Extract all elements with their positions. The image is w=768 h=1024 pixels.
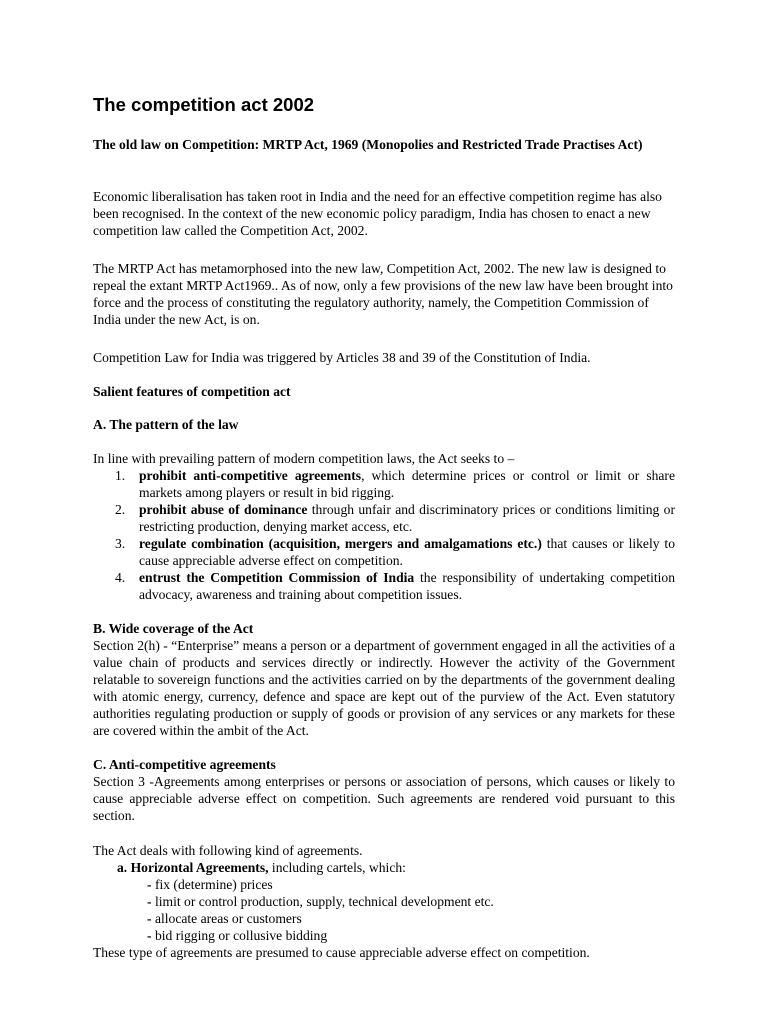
list-number: 3. bbox=[115, 536, 126, 551]
horizontal-text: including cartels, which: bbox=[268, 860, 406, 875]
list-number: 1. bbox=[115, 468, 126, 483]
section-c-heading: C. Anti-competitive agreements bbox=[93, 757, 276, 772]
list-number: 4. bbox=[115, 570, 126, 585]
list-item bbox=[93, 569, 675, 603]
list-item-text: , which determine prices or control or limit or share markets among players or result in bid rigging. bbox=[139, 468, 675, 500]
section-b bbox=[93, 620, 675, 739]
list-item bbox=[93, 535, 675, 569]
list-item-text: that causes or likely to cause appreciable adverse effect on competition. bbox=[139, 536, 675, 568]
bullet-text: bid rigging or collusive bidding bbox=[154, 928, 328, 943]
section-a-heading: A. The pattern of the law bbox=[93, 417, 239, 432]
horizontal-label: a. Horizontal Agreements, bbox=[117, 860, 269, 875]
bullet-text: fix (determine) prices bbox=[154, 877, 273, 892]
list-item-text: the responsibility of undertaking competition advocacy, awareness and training about competition issues. bbox=[139, 570, 675, 602]
dash: - bbox=[147, 928, 155, 943]
list-item bbox=[147, 876, 675, 893]
list-item-bold: prohibit anti-competitive agreements bbox=[139, 468, 362, 483]
dash: - bbox=[147, 894, 155, 909]
paragraph-articles: Competition Law for India was triggered by Articles 38 and 39 of the Constitution of India. bbox=[93, 350, 591, 365]
list-item bbox=[93, 501, 675, 535]
agreement-kinds bbox=[93, 842, 675, 961]
horizontal-agreements bbox=[93, 859, 675, 876]
section-a-intro: In line with prevailing pattern of modern competition laws, the Act seeks to – bbox=[93, 451, 515, 466]
list-item bbox=[147, 910, 675, 927]
list-item bbox=[147, 927, 675, 944]
salient-features-heading: Salient features of competition act bbox=[93, 384, 291, 399]
section-b-body: Section 2(h) - “Enterprise” means a person or a department of government engaged in all the activities of a value chain of products and services directly or indirectly. However the activity of the Government relatable to sovereign functions and the activities carried on by the departments of the government dealing with atomic energy, currency, defence and space are kept out of the purview of the Act. Even statutory authorities regulating production or supply of goods or provision of any services or any markets for these are covered within the ambit of the Act. bbox=[93, 638, 675, 738]
section-c bbox=[93, 756, 675, 824]
list-item bbox=[147, 893, 675, 910]
paragraph-mrtp: The MRTP Act has metamorphosed into the new law, Competition Act, 2002. The new law is designed to repeal the extant MRTP Act1969.. As of now, only a few provisions of the new law have been brought into force and the process of constituting the regulatory authority, namely, the Competition Commission of India under the new Act, is on. bbox=[93, 261, 673, 327]
dash: - bbox=[147, 877, 155, 892]
agreement-kinds-intro: The Act deals with following kind of agreements. bbox=[93, 843, 363, 858]
section-b-heading: B. Wide coverage of the Act bbox=[93, 621, 254, 636]
paragraph-liberalisation: Economic liberalisation has taken root in India and the need for an effective competition regime has also been recognised. In the context of the new economic policy paradigm, India has chosen to enact a new competition law called the Competition Act, 2002. bbox=[93, 189, 662, 238]
bullet-text: allocate areas or customers bbox=[154, 911, 302, 926]
dash: - bbox=[147, 911, 155, 926]
document-title: The competition act 2002 bbox=[93, 94, 315, 115]
list-item-text: through unfair and discriminatory prices or conditions limiting or restricting production, denying market access, etc. bbox=[139, 502, 675, 534]
section-a-body bbox=[93, 450, 675, 603]
closing-sentence: These type of agreements are presumed to cause appreciable adverse effect on competition. bbox=[93, 945, 590, 960]
list-item-bold: regulate combination (acquisition, mergers and amalgamations etc.) bbox=[139, 536, 542, 551]
section-c-body: Section 3 -Agreements among enterprises or persons or association of persons, which causes or likely to cause appreciable adverse effect on competition. Such agreements are rendered void pursuant to this section. bbox=[93, 774, 675, 823]
list-item bbox=[93, 467, 675, 501]
bullet-text: limit or control production, supply, technical development etc. bbox=[154, 894, 494, 909]
horizontal-bullets bbox=[93, 876, 675, 944]
list-number: 2. bbox=[115, 502, 126, 517]
old-law-heading: The old law on Competition: MRTP Act, 1969 (Monopolies and Restricted Trade Practises Act) bbox=[93, 137, 643, 152]
list-item-bold: prohibit abuse of dominance bbox=[139, 502, 308, 517]
objectives-list bbox=[93, 467, 675, 603]
list-item-bold: entrust the Competition Commission of India bbox=[139, 570, 415, 585]
